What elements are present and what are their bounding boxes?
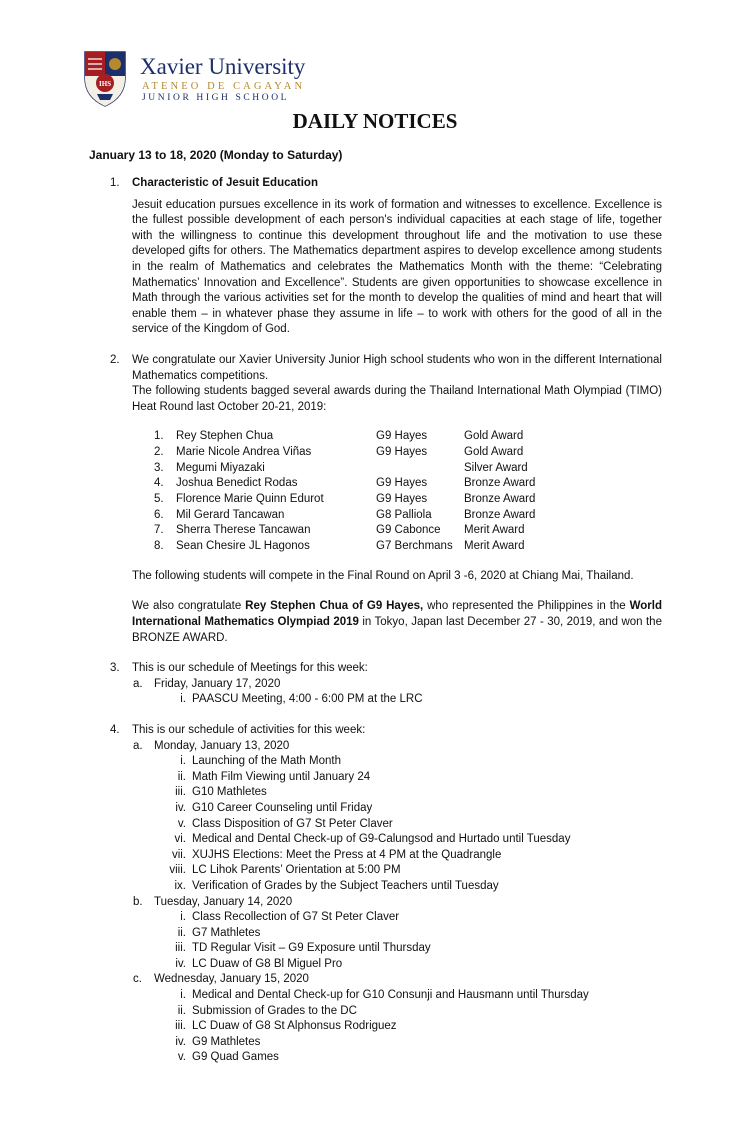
entry-text: TD Regular Visit – G9 Exposure until Thursday [192, 942, 431, 955]
list-item [154, 492, 662, 508]
award-number: 5. [154, 493, 164, 506]
item-heading: Characteristic of Jesuit Education [132, 177, 318, 189]
list-item [110, 863, 662, 879]
list-item [110, 754, 662, 770]
list-item [154, 461, 662, 477]
student-section: G9 Hayes [376, 430, 428, 443]
entry-text: Medical and Dental Check-up for G10 Consunji and Hausmann until Thursday [192, 989, 589, 1002]
entry-text: G9 Quad Games [192, 1051, 279, 1064]
notice-item-1 [110, 176, 662, 338]
item-number: 4. [110, 723, 120, 736]
final-round-note: The following students will compete in the Final Round on April 3 -6, 2020 at Chiang Mai, Thailand. [132, 569, 634, 582]
student-section [376, 461, 464, 477]
student-name: Megumi Miyazaki [176, 461, 265, 474]
item-intro: We congratulate our Xavier University Junior High school students who won in the different International Mathematics competitions. [132, 353, 662, 382]
entry-text: Class Recollection of G7 St Peter Claver [192, 911, 400, 924]
entry-numeral: iv. [175, 957, 186, 970]
seal-monogram: IHS [98, 80, 112, 88]
list-item [154, 539, 662, 555]
item-intro: This is our schedule of activities for this week: [132, 723, 366, 736]
entry-numeral: ii. [177, 770, 186, 783]
award-name: Bronze Award [464, 508, 536, 521]
student-name: Sherra Therese Tancawan [176, 524, 311, 537]
list-item [110, 957, 662, 973]
congrats-event: World International Mathematics Olympiad 2019 [132, 600, 662, 628]
university-seal-icon [82, 50, 128, 108]
award-name: Bronze Award [464, 493, 536, 506]
entry-numeral: iv. [175, 801, 186, 814]
notice-item-2 [110, 353, 662, 646]
student-section: G9 Hayes [376, 477, 428, 490]
list-item [154, 429, 662, 445]
entry-numeral: ii. [177, 926, 186, 939]
entry-text: XUJHS Elections: Meet the Press at 4 PM at the Quadrangle [192, 848, 502, 861]
student-name: Mil Gerard Tancawan [176, 508, 285, 521]
day-letter: c. [133, 973, 142, 986]
entry-numeral: viii. [169, 864, 186, 877]
list-item [110, 1035, 662, 1051]
schedule-day [110, 677, 662, 693]
award-name: Merit Award [464, 524, 525, 537]
student-name: Marie Nicole Andrea Viñas [176, 446, 312, 458]
list-item [110, 988, 662, 1004]
item-body: Jesuit education pursues excellence in its work of formation and witnesses to excellence. Excellence is the fullest possible development of each person's individual capacities at each stage of life, together with the willingness to continue this development throughout life and the motivation to use these developed gifts for others. The Mathematics department aspires to develop excellence among students in the realm of Mathematics and celebrates the Mathematics Month with the theme: “Celebrating Mathematics’ Innovation and Excellence”. Students are given opportunities to showcase excellence in Math through the various activities set for the month to develop the qualities of mind and heart that will enable them – in whatever phase they assume in life – to work with others for the good of all in the service of the Kingdom of God. [132, 198, 662, 336]
list-item [110, 1050, 662, 1066]
student-section: G9 Hayes [376, 493, 428, 506]
award-number: 6. [154, 508, 164, 521]
date-range: January 13 to 18, 2020 (Monday to Saturday) [89, 148, 343, 162]
item-number: 3. [110, 662, 120, 675]
entry-numeral: i. [180, 693, 186, 706]
entry-numeral: i. [180, 989, 186, 1002]
schedule-day [110, 895, 662, 911]
list-item [154, 508, 662, 524]
award-name: Merit Award [464, 540, 525, 553]
day-letter: a. [133, 677, 143, 690]
awards-list [154, 429, 662, 555]
congrats-text: We also congratulate [132, 600, 246, 613]
award-number: 8. [154, 540, 164, 553]
entry-text: Math Film Viewing until January 24 [192, 770, 371, 783]
student-name: Rey Stephen Chua [176, 430, 274, 443]
entry-numeral: ii. [177, 1004, 186, 1017]
entry-text: Verification of Grades by the Subject Teachers until Tuesday [192, 879, 499, 892]
student-section: G9 Hayes [376, 446, 428, 458]
entry-numeral: v. [177, 817, 186, 830]
entry-text: Class Disposition of G7 St Peter Claver [192, 817, 393, 830]
award-number: 3. [154, 461, 164, 474]
list-item [154, 476, 662, 492]
university-name: Xavier University [140, 54, 306, 79]
entry-numeral: i. [180, 755, 186, 768]
list-item [110, 910, 662, 926]
entry-numeral: vii. [171, 848, 186, 861]
item-intro: This is our schedule of Meetings for this week: [132, 662, 368, 675]
list-item [110, 692, 662, 708]
notice-item-3 [110, 661, 662, 677]
entry-text: LC Duaw of G8 St Alphonsus Rodriguez [192, 1020, 397, 1033]
student-name: Sean Chesire JL Hagonos [176, 540, 310, 553]
entry-text: LC Duaw of G8 Bl Miguel Pro [192, 957, 343, 970]
item-number: 2. [110, 353, 120, 366]
day-letter: b. [133, 895, 143, 908]
entry-text: G7 Mathletes [192, 926, 261, 939]
entry-numeral: iv. [175, 1035, 186, 1048]
student-name: Joshua Benedict Rodas [176, 477, 298, 490]
day-label: Wednesday, January 15, 2020 [154, 973, 309, 986]
entry-numeral: i. [180, 911, 186, 924]
item-intro-2: The following students bagged several awards during the Thailand International Math Olympiad (TIMO) Heat Round last October 20-21, 2019: [132, 385, 662, 413]
notices-list [110, 176, 662, 1066]
entry-text: PAASCU Meeting, 4:00 - 6:00 PM at the LRC [192, 693, 423, 706]
entry-text: G9 Mathletes [192, 1035, 261, 1048]
list-item [110, 1004, 662, 1020]
list-item [110, 848, 662, 864]
award-number: 7. [154, 524, 164, 537]
day-letter: a. [133, 739, 143, 752]
schedule-day [110, 972, 662, 988]
schedule-day [110, 739, 662, 755]
item-number: 1. [110, 177, 120, 189]
entry-text: Submission of Grades to the DC [192, 1004, 357, 1017]
list-item [110, 926, 662, 942]
student-section: G7 Berchmans [376, 540, 453, 553]
award-name: Bronze Award [464, 477, 536, 490]
day-label: Tuesday, January 14, 2020 [154, 895, 293, 908]
student-section: G8 Palliola [376, 508, 432, 521]
entry-numeral: iii. [175, 942, 186, 955]
student-name: Florence Marie Quinn Edurot [176, 493, 324, 506]
award-number: 4. [154, 477, 164, 490]
list-item [110, 832, 662, 848]
list-item [110, 817, 662, 833]
list-item [154, 445, 662, 461]
list-item [110, 1019, 662, 1035]
entry-text: G10 Mathletes [192, 786, 267, 799]
award-name: Gold Award [464, 430, 524, 443]
entry-numeral: iii. [175, 1020, 186, 1033]
day-label: Friday, January 17, 2020 [154, 677, 281, 690]
entry-numeral: ix. [174, 879, 186, 892]
award-name: Gold Award [464, 446, 524, 458]
entry-text: Launching of the Math Month [192, 755, 341, 768]
award-name: Silver Award [464, 461, 528, 474]
congrats-text: who represented the Philippines in the [423, 600, 630, 613]
list-item [110, 801, 662, 817]
entry-numeral: vi. [174, 833, 186, 846]
notice-item-4 [110, 723, 662, 739]
list-item [110, 941, 662, 957]
page-title: DAILY NOTICES [292, 109, 458, 133]
entry-text: G10 Career Counseling until Friday [192, 801, 373, 814]
entry-numeral: v. [177, 1051, 186, 1064]
award-number: 2. [154, 446, 164, 458]
list-item [154, 523, 662, 539]
university-subtitle: ATENEO DE CAGAYAN [142, 81, 306, 92]
list-item [110, 770, 662, 786]
award-number: 1. [154, 430, 164, 443]
list-item [110, 879, 662, 895]
congrats-student: Rey Stephen Chua of G9 Hayes, [245, 600, 424, 613]
day-label: Monday, January 13, 2020 [154, 739, 290, 752]
student-section: G9 Cabonce [376, 524, 441, 537]
entry-numeral: iii. [175, 786, 186, 799]
congratulations-note [132, 599, 662, 646]
congrats-text: in Tokyo, Japan last December 27 - 30, 2019, and won the BRONZE AWARD. [132, 616, 662, 644]
entry-text: Medical and Dental Check-up of G9-Calungsod and Hurtado until Tuesday [192, 833, 571, 846]
list-item [110, 785, 662, 801]
school-division: JUNIOR HIGH SCHOOL [142, 93, 290, 103]
entry-text: LC Lihok Parents’ Orientation at 5:00 PM [192, 864, 401, 877]
